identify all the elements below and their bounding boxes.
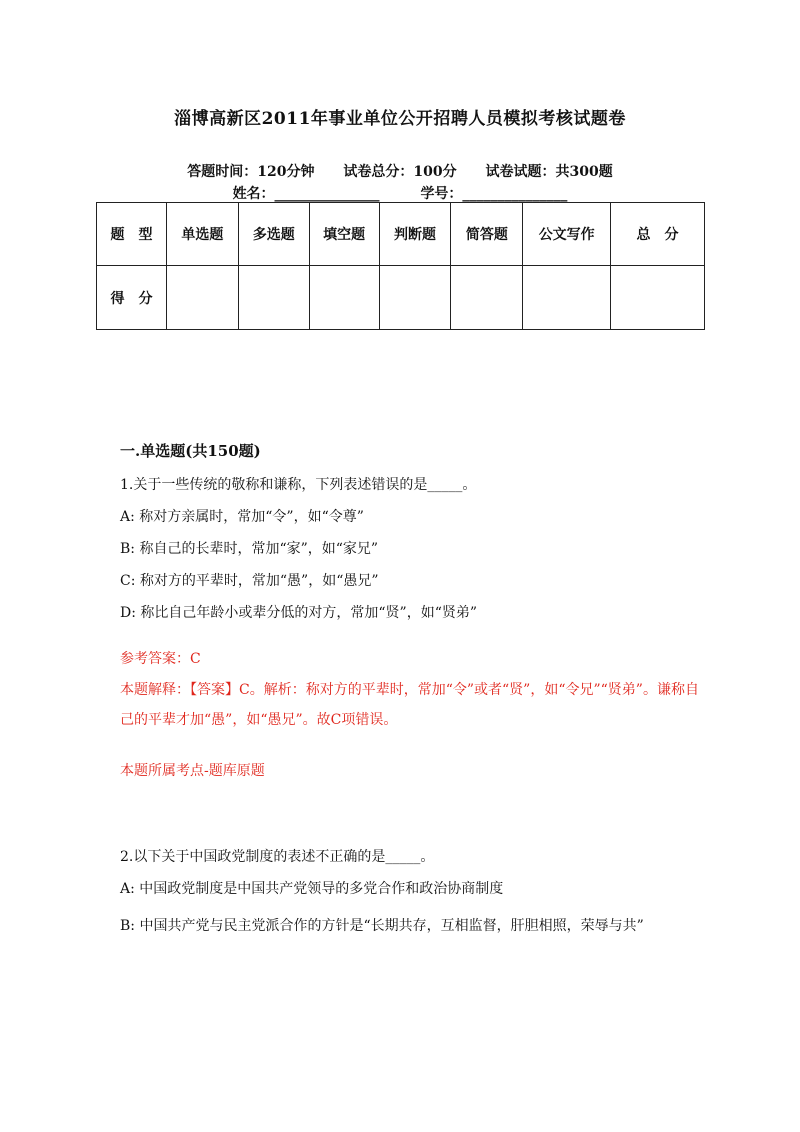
score-header-type: 题 型 <box>97 203 167 266</box>
score-table-header-row <box>97 203 705 266</box>
score-header-judge: 判断题 <box>379 203 451 266</box>
questions-content <box>120 440 700 953</box>
score-header-fill: 填空题 <box>309 203 379 266</box>
exam-info <box>0 161 800 181</box>
question-2-option-b: B: 中国共产党与民主党派合作的方针是“长期共存，互相监督，肝胆相照，荣辱与共” <box>120 918 644 934</box>
score-cell <box>309 266 379 330</box>
question-1-explanation: 本题解释：【答案】C。解析：称对方的平辈时，常加“令”或者“贤”，如“令兄”“贤弟”。谦称自己的平辈才加“愚”，如“愚兄”。故C项错误。 <box>120 682 699 728</box>
question-1-answer: 参考答案：C <box>120 651 201 667</box>
student-name-field: 姓名：_______________ <box>232 186 380 202</box>
score-cell <box>523 266 611 330</box>
question-1-stem: 1.关于一些传统的敬称和谦称，下列表述错误的是_____。 <box>120 477 477 493</box>
score-row-label: 得 分 <box>97 266 167 330</box>
question-1-option-b: B: 称自己的长辈时，常加“家”，如“家兄” <box>120 541 379 557</box>
score-header-short: 简答题 <box>451 203 523 266</box>
score-cell <box>611 266 705 330</box>
score-header-single: 单选题 <box>166 203 238 266</box>
student-info <box>0 183 800 203</box>
exam-time: 答题时间：120分钟 <box>187 164 315 180</box>
student-id-field: 学号：_______________ <box>420 186 568 202</box>
question-1-option-d: D: 称比自己年龄小或辈分低的对方，常加“贤”，如“贤弟” <box>120 605 478 621</box>
score-cell <box>166 266 238 330</box>
question-2-stem: 2.以下关于中国政党制度的表述不正确的是_____。 <box>120 849 435 865</box>
score-header-total: 总 分 <box>611 203 705 266</box>
question-2-option-a: A: 中国政党制度是中国共产党领导的多党合作和政治协商制度 <box>120 881 504 897</box>
score-cell <box>451 266 523 330</box>
score-header-multi: 多选题 <box>238 203 309 266</box>
exam-total-score: 试卷总分：100分 <box>343 164 457 180</box>
score-cell <box>379 266 451 330</box>
question-1-option-a: A: 称对方亲属时，常加“令”，如“令尊” <box>120 509 364 525</box>
score-table <box>96 202 705 330</box>
page-title: 淄博高新区2011年事业单位公开招聘人员模拟考核试题卷 <box>174 109 626 129</box>
score-cell <box>238 266 309 330</box>
exam-question-count: 试卷试题：共300题 <box>485 164 613 180</box>
section-title: 一.单选题(共150题) <box>120 442 261 460</box>
score-header-writing: 公文写作 <box>523 203 611 266</box>
question-1-source: 本题所属考点-题库原题 <box>120 763 265 779</box>
score-table-score-row <box>97 266 705 330</box>
question-1-option-c: C: 称对方的平辈时，常加“愚”，如“愚兄” <box>120 573 379 589</box>
